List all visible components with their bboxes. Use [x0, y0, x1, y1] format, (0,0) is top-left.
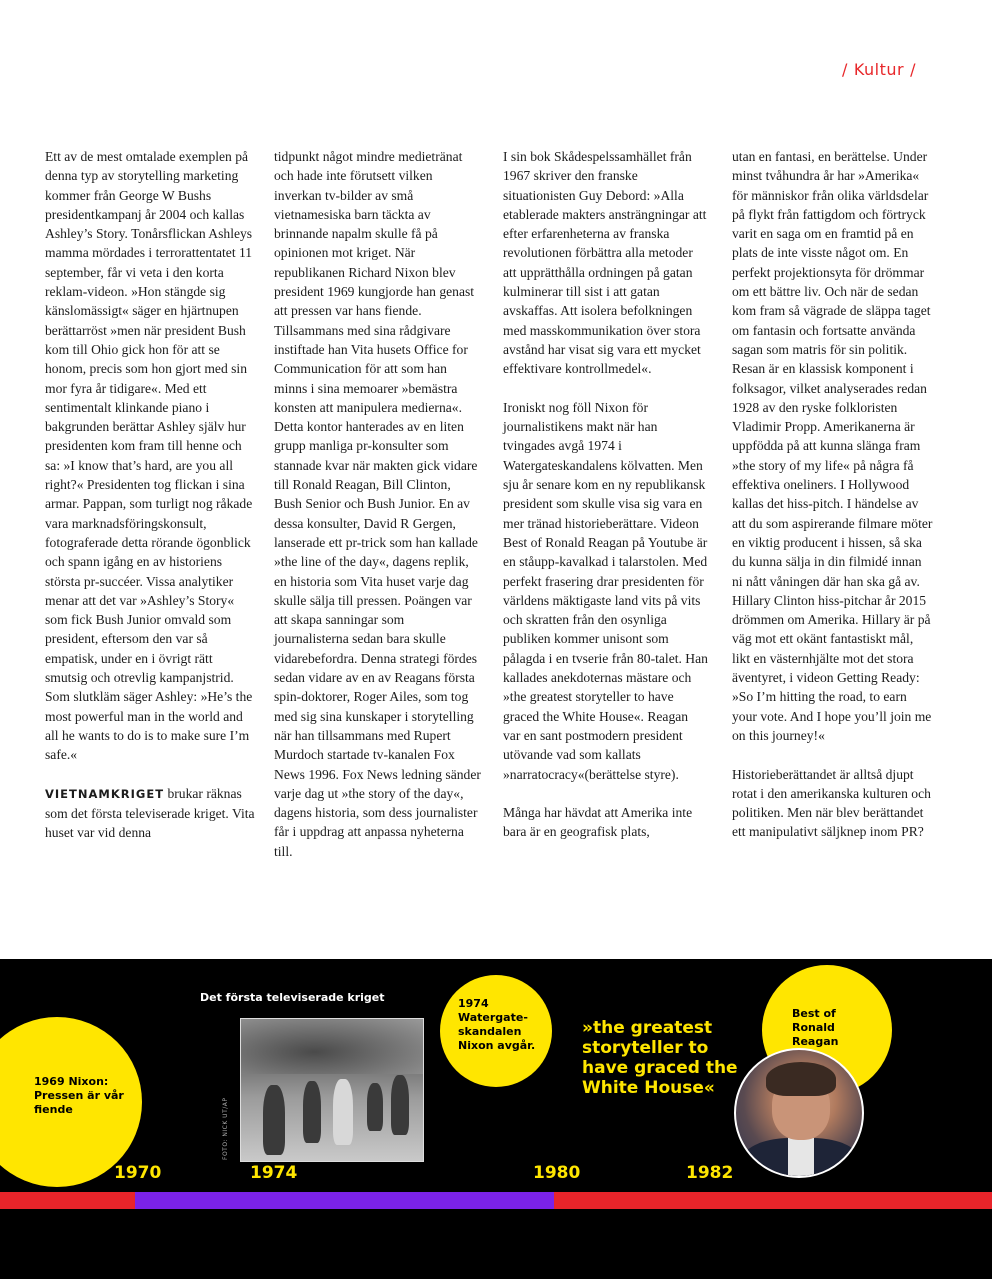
bubble-1974-text: 1974 Watergate-skandalen Nixon avgår.: [458, 997, 536, 1052]
paragraph: utan en fantasi, en berättelse. Under minst tvåhundra år har »Amerika« för människor från olika världsdelar på flykt från fattigdom och förtryck varit en saga om en framtid på en plats de inte visste något om. En perfekt projektionsyta för drömmar om ett bättre liv. Och när de sedan kom fram så vägrade de släppa taget om fantasin och fortsatte använda sagan som matris för sin politik. Resan är en klassisk komponent i folksagor, vilket analyserades redan 1928 av den ryske folkloristen Vladimir Propp. Amerikanerna är uppfödda på att kunna slänga fram »the story of my life« på några få effektiva oneliners. I Hollywood kallas det hiss-pitch. I händelse av att du som aspirerande filmare möter en viktig producent i hissen, så ska du kunna sälja in din filmidé innan ni nått våningen där han ska gå av. Hillary Clinton hiss-pitchar år 2015 drömmen om Amerika. Hillary är på väg mot ett okänt fantastiskt mål, likt en västernhjälte mot det stora äventyret, i videon Getting Ready: »So I’m hitting the road, to earn your vote. And I hope you’ll join me on this journey!«: [732, 149, 933, 743]
paragraph: Historieberättandet är alltså djupt rotat i den amerikanska kulturen och politiken. Men när blev berättandet ett manipulativt säljknep inom PR?: [732, 766, 931, 840]
photo-credit: FOTO: NICK UT/AP: [222, 1097, 229, 1160]
column-2: [271, 147, 497, 947]
paragraph: I sin bok Skådespelssamhället från 1967 skriver den franske situationisten Guy Debord: »Alla etablerade makters ansträngningar att efter erfarenheterna av franska revolutionen förbättra alla metoder att upprätthålla ordningen på gatan kulminerar till sist i att gatan avskaffas. Att isolera befolkningen med masskommunikation över stora avstånd har visat sig vara ett mycket effektivare kontrollmedel«.: [503, 149, 707, 377]
photo-figure: [367, 1083, 383, 1131]
year-label: 1982: [686, 1163, 734, 1183]
runin-heading: VIETNAMKRIGET: [45, 786, 165, 801]
paragraph-runin: [45, 784, 256, 843]
photo-shirt: [788, 1138, 814, 1178]
vietnam-photo: [240, 1018, 424, 1162]
year-label: 1980: [533, 1163, 581, 1183]
timeline-bar-red: [0, 1192, 135, 1209]
paragraph: Ett av de mest omtalade exemplen på denna typ av storytelling marketing kommer från George W Bushs presidentkampanj år 2004 och kallas Ashley’s Story. Tonårsflickan Ashleys mamma mördades i terrorattentatet 11 september, får vi veta i den korta reklam-videon. »Hon stängde sig känslomässigt« säger en hjärtnupen berättarröst »men när president Bush kom till Ohio gick hon för att se honom, precis som hon gjort med sin mor fyra år tidigare«. Med ett sentimentalt klinkande piano i bakgrunden berättar Ashley själv hur presidenten kom fram till henne och sa: »I know that’s hard, are you all right?« Presidenten tog flickan i sina armar. Pappan, som turligt nog råkade vara marknadsföringskonsult, fotograferade detta rörande ögonblick och spann igång en av historiens största pr-succéer. Vissa analytiker menar att det var »Ashley’s Story« som fick Bush Junior omvald som president, eftersom den var så empatisk, under en i övrigt rätt smutsig och otrevlig kampanjstrid. Som slutkläm säger Ashley: »He’s the most powerful man in the world and all he wants to do is to make sure I’m safe.«: [45, 149, 253, 763]
year-label: 1970: [114, 1163, 162, 1183]
timeline-bar-red: [554, 1192, 992, 1209]
photo-figure: [333, 1079, 353, 1145]
photo-caption: Det första televiserade kriget: [200, 991, 385, 1004]
year-label: 1974: [250, 1163, 298, 1183]
bubble-1974: [440, 975, 552, 1087]
bubble-1982-text: Best of Ronald Reagan: [792, 1007, 839, 1048]
paragraph: tidpunkt något mindre medietränat och hade inte förutsett vilken inverkan tv-bilder av små vietnamesiska barn täckta av brinnande napalm skulle få på opinionen mot kriget. När republikanen Richard Nixon blev president 1969 kungjorde han genast att pressen var hans fiende. Tillsammans med sina rådgivare instiftade han Vita husets Office for Communication för att som han minns i sina memoarer »bemästra konsten att manipulera medierna«. Detta kontor hanterades av en liten grupp manliga pr-konsulter som stannade kvar när makten gick vidare till Ronald Reagan, Bill Clinton, Bush Senior och Bush Junior. En av dessa konsulter, David R Gergen, lanserade ett pr-trick som han kallade »the line of the day«, dagens replik, en historia som Vita huset varje dag skulle sälja till pressen. Poängen var att skapa sanningar som journalisterna sedan bara skulle vidarebefordra. Denna strategi fördes sedan vidare av en av Reagans första spin-doktorer, Roger Ailes, som tog med sig sina kunskaper i storytelling när han tillsammans med Rupert Murdoch startade tv-kanalen Fox News 1996. Fox News ledning sänder varje dag ut »the story of the day«, dagens historia, som dess journalister får i uppdrag att anpassa nyheterna till.: [274, 149, 481, 859]
reagan-photo: [734, 1048, 864, 1178]
bubble-1969-text: 1969 Nixon: Pressen är vår fiende: [34, 1075, 124, 1116]
section-label: Kultur: [853, 60, 905, 79]
column-4: [723, 147, 949, 947]
photo-hair: [766, 1062, 836, 1096]
article-body: [45, 147, 951, 947]
timeline-bar-purple: [135, 1192, 554, 1209]
photo-figure: [303, 1081, 321, 1143]
paragraph: Ironiskt nog föll Nixon för journalistikens makt när han tvingades avgå 1974 i Watergateskandalens kölvatten. Men sju år senare kom en ny republikansk president som skulle visa sig vara en mer tränad historieberättare. Videon Best of Ronald Reagan på Youtube är en ståupp-kavalkad i talarstolen. Med perfekt frasering drar presidenten för världens mäktigaste land vits på vits och skratten från den osynliga publiken kommer unisont som pålagda i en tvserie från 80-talet. Han kallades anekdoternas mästare och »the greatest storyteller to have graced the White House«. Reagan var en sant postmodern president utövande vad som kallats »narratocracy«(berättelse styre).: [503, 399, 708, 782]
section-tag: / Kultur /: [841, 60, 916, 79]
paragraph: Många har hävdat att Amerika inte bara är en geografisk plats,: [503, 805, 693, 840]
runin-text: brukar räknas som det första televiserade kriget. Vita huset var vid denna: [45, 785, 255, 841]
column-3: [497, 147, 723, 947]
column-1: [45, 147, 271, 947]
pull-quote: »the greatest storyteller to have graced the White House«: [582, 1018, 738, 1098]
photo-figure: [391, 1075, 409, 1135]
photo-figure: [263, 1085, 285, 1155]
photo-smoke: [241, 1019, 424, 1074]
